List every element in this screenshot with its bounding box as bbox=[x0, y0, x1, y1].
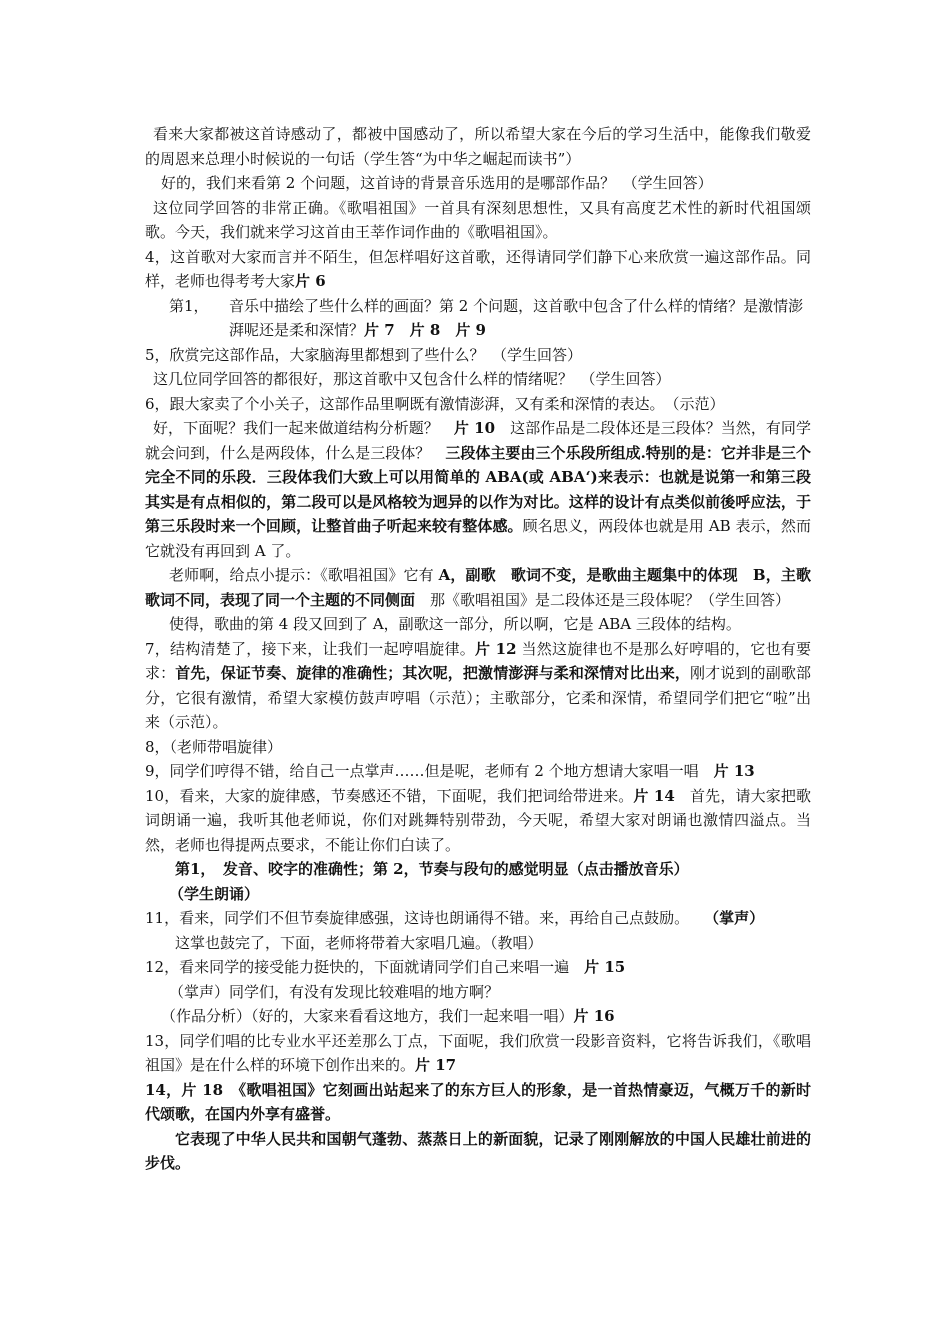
paragraph bbox=[145, 931, 811, 956]
slide-ref: 片 10 bbox=[453, 419, 496, 437]
paragraph-text: 5，欣赏完这部作品，大家脑海里都想到了些什么？ （学生回答） bbox=[145, 345, 583, 364]
paragraph bbox=[145, 882, 811, 907]
paragraph bbox=[145, 416, 811, 563]
paragraph-text: 7，结构清楚了，接下来，让我们一起哼唱旋律。 bbox=[145, 639, 475, 658]
paragraph-text: 11，看来，同学们不但节奏旋律感强，这诗也朗诵得不错。来，再给自己点鼓励。 bbox=[145, 909, 712, 927]
paragraph-text: 12，看来同学的接受能力挺快的，下面就请同学们自己来唱一遍 bbox=[145, 958, 585, 976]
paragraph bbox=[145, 1029, 811, 1078]
paragraph-text: 这掌也鼓完了，下面，老师将带着大家唱几遍。（教唱） bbox=[175, 933, 543, 952]
slide-ref: 片 12 bbox=[474, 639, 517, 658]
paragraph-text: 这位同学回答的非常正确。《歌唱祖国》一首具有深刻思想性，又具有高度艺术性的新时代祖国颂歌。今天，我们就来学习这首由王莘作词作曲的《歌唱祖国》。 bbox=[145, 198, 811, 241]
paragraph-text: 14，片 18 《歌唱祖国》它刻画出站起来了的东方巨人的形象，是一首热情豪迈，气概万千的新时代颂歌，在国内外享有盛誉。 bbox=[145, 1080, 811, 1123]
paragraph-text: 8，（老师带唱旋律） bbox=[145, 737, 283, 756]
paragraph-text: （学生朗诵） bbox=[169, 884, 260, 903]
definition-text: 三段体主要由三个乐段所组成.特别的是：它并非是三个完全不同的乐段．三段体我们大致上可以用简单的 ABA(或 ABA‘)来表示：也就是说第一和第三段其实是有点相似的，第二段可以是风格较为迥异的以作为对比。这样的设计有点类似前後呼应法，于第三乐段时来一个回顾，让整首曲子听起来较有整体感。 bbox=[145, 443, 811, 535]
paragraph-text: 4，这首歌对大家而言并不陌生，但怎样唱好这首歌，还得请同学们静下心来欣赏一遍这部作品。同样，老师也得考考大家 bbox=[145, 247, 811, 290]
paragraph-text: （掌声）同学们，有没有发现比较难唱的地方啊？ bbox=[169, 982, 500, 1001]
paragraph bbox=[145, 196, 811, 245]
paragraph bbox=[145, 563, 826, 612]
requirement-text: 第1， 发音、咬字的准确性；第 2，节奏与段句的感觉明显（点击播放音乐） bbox=[175, 860, 689, 878]
paragraph-text: 当然这旋律也不是那么好哼唱的，它也有要求： bbox=[145, 639, 811, 682]
paragraph bbox=[145, 612, 811, 637]
paragraph-text: 好，下面呢？我们一起来做道结构分析题？ bbox=[153, 419, 454, 437]
paragraph-text: 13，同学们唱的比专业水平还差那么丁点，下面呢，我们欣赏一段影音资料，它将告诉我们，《歌唱祖国》是在什么样的环境下创作出来的。 bbox=[145, 1031, 811, 1074]
paragraph bbox=[145, 171, 811, 196]
document-body bbox=[145, 122, 826, 1176]
paragraph-text: 老师啊，给点小提示：《歌唱祖国》它有 bbox=[169, 566, 439, 584]
paragraph-text: 这部作品是二段体还是三段体？当然，有同学就会问到，什么是两段体，什么是三段体？ bbox=[145, 419, 811, 462]
paragraph bbox=[145, 759, 811, 784]
paragraph bbox=[145, 1004, 811, 1029]
question-text: 音乐中描绘了些什么样的画面？第 2 个问题，这首歌中包含了什么样的情绪？是激情澎湃呢还是柔和深情？ bbox=[229, 296, 804, 339]
paragraph-text: 首先，请大家把歌词朗诵一遍，我听其他老师说，你们对跳舞特别带劲，今天呢，希望大家对朗诵也激情四溢点。当然，老师也得提两点要求，不能让你们白读了。 bbox=[145, 786, 811, 854]
list-label: 第1， bbox=[169, 296, 209, 315]
paragraph bbox=[145, 906, 811, 931]
paragraph-text: 它表现了中华人民共和国朝气蓬勃、蒸蒸日上的新面貌，记录了刚刚解放的中国人民雄壮前进的步伐。 bbox=[145, 1129, 811, 1172]
paragraph bbox=[145, 294, 811, 343]
paragraph-text: 这几位同学回答的都很好，那这首歌中又包含什么样的情绪呢？ （学生回答） bbox=[153, 370, 671, 388]
slide-ref: 片 16 bbox=[573, 1007, 615, 1025]
paragraph bbox=[145, 245, 811, 294]
paragraph-text: 使得，歌曲的第 4 段又回到了 A，副歌这一部分，所以啊，它是 ABA 三段体的结构。 bbox=[169, 615, 741, 633]
paragraph-text bbox=[229, 294, 811, 343]
paragraph bbox=[145, 857, 811, 882]
hint-text: A，副歌 歌词不变，是歌曲主题集中的体现 B，主歌 歌词不同，表现了同一个主题的不同侧面 bbox=[145, 566, 826, 609]
slide-ref: 片 13 bbox=[713, 762, 755, 780]
requirement-text: 首先，保证节奏、旋律的准确性；其次呢，把激情澎湃与柔和深情对比出来， bbox=[175, 664, 690, 682]
paragraph-text: 6，跟大家卖了个小关子，这部作品里啊既有激情澎湃，又有柔和深情的表达。 （示范） bbox=[145, 394, 725, 413]
slide-ref: 片 14 bbox=[633, 786, 675, 805]
paragraph-text: 顾名思义，两段体也就是用 AB 表示，然而它就没有再回到 A 了。 bbox=[145, 517, 811, 560]
paragraph-text: 9，同学们哼得不错，给自己一点掌声……但是呢，老师有 2 个地方想请大家唱一唱 bbox=[145, 762, 714, 780]
slide-ref: 片 6 bbox=[295, 272, 326, 290]
applause-note: （掌声） bbox=[711, 909, 765, 927]
paragraph bbox=[145, 784, 811, 858]
paragraph bbox=[145, 637, 811, 735]
paragraph-text: 刚才说到的副歌部分，它很有激情，希望大家模仿鼓声哼唱（示范）；主歌部分，它柔和深情，希望同学们把它“啦”出来（示范）。 bbox=[145, 664, 811, 731]
paragraph bbox=[145, 955, 811, 980]
slide-ref: 片 7 片 8 片 9 bbox=[364, 321, 486, 339]
paragraph bbox=[145, 1127, 811, 1176]
paragraph bbox=[145, 343, 811, 368]
slide-ref: 片 17 bbox=[415, 1056, 457, 1074]
paragraph-text: 那《歌唱祖国》是二段体还是三段体呢？（学生回答） bbox=[415, 590, 791, 609]
paragraph-text: （作品分析）（好的，大家来看看这地方，我们一起来唱一唱） bbox=[161, 1007, 574, 1025]
paragraph-text: 好的，我们来看第 2 个问题，这首诗的背景音乐选用的是哪部作品？ （学生回答） bbox=[161, 174, 713, 192]
paragraph bbox=[145, 980, 811, 1005]
paragraph-text: 10，看来，大家的旋律感，节奏感还不错，下面呢，我们把词给带进来。 bbox=[145, 786, 634, 805]
paragraph bbox=[145, 1078, 811, 1127]
slide-ref: 片 15 bbox=[584, 958, 626, 976]
paragraph bbox=[145, 367, 811, 392]
paragraph bbox=[145, 122, 811, 171]
paragraph-text: 看来大家都被这首诗感动了，都被中国感动了，所以希望大家在今后的学习生活中，能像我们敬爱的周恩来总理小时候说的一句话（学生答“为中华之崛起而读书”） bbox=[145, 125, 811, 168]
paragraph bbox=[145, 735, 811, 760]
paragraph bbox=[145, 392, 811, 417]
